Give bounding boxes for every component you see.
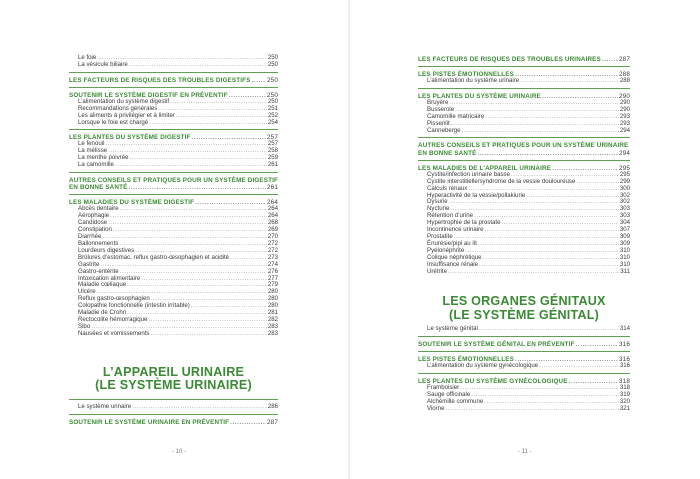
toc-entry-label: Alchémille commune (427, 398, 484, 406)
toc-heading-label: LES PISTES ÉMOTIONNELLES (418, 71, 514, 78)
toc-heading (69, 419, 278, 426)
page-number: - 11 - (518, 449, 532, 455)
toc-heading-label: EN BONNE SANTÉ (69, 184, 128, 192)
toc-page-number: 261 (267, 184, 278, 192)
toc-heading-label: SOUTENIR LE SYSTÈME GÉNITAL EN PRÉVENTIF (418, 341, 575, 349)
chapter-title-line: (LE SYSTÈME GÉNITAL) (449, 307, 599, 322)
toc-entry (418, 199, 630, 206)
toc-entry (69, 282, 278, 289)
chapter-title-line: LES ORGANES GÉNITAUX (442, 294, 606, 309)
toc-entry-label: Pyélonéphrite (427, 246, 465, 254)
toc-entry-label: Constipation (78, 226, 112, 234)
toc-entry (69, 120, 278, 127)
toc-entry-label: Nausées et vomissements (78, 329, 150, 337)
toc-entry (418, 128, 630, 135)
toc-page-number: 252 (267, 111, 278, 119)
right-maladies-list (418, 172, 630, 276)
toc-heading-label: LES PLANTES DU SYSTÈME URINAIRE (418, 92, 541, 100)
toc-heading (69, 77, 278, 84)
toc-page-number: 314 (619, 325, 630, 333)
toc-entry-label: Lourdeurs digestives (78, 246, 135, 254)
toc-entry-label: L’alimentation du système urinaire (427, 77, 520, 84)
left-toc-column (69, 55, 278, 426)
toc-page-number: 318 (619, 378, 630, 386)
toc-page-number: 274 (267, 260, 278, 268)
toc-entry-label: Calculs rénaux (427, 184, 468, 192)
toc-entry-label: Le système urinaire (78, 402, 132, 410)
toc-entry-label: Framboisier (427, 384, 460, 392)
toc-page-number: 321 (619, 404, 630, 412)
toc-page-number: 287 (619, 56, 630, 63)
toc-entry-label: Pissenlit (427, 119, 450, 127)
toc-page-number: 309 (619, 239, 630, 247)
right-plantes2-list (418, 385, 630, 413)
toc-heading (69, 184, 278, 191)
toc-page-number: 316 (619, 356, 630, 364)
toc-entry-label: Aérophagie (78, 212, 110, 220)
toc-entry-label: Reflux gastro-œsophagien (78, 295, 150, 303)
toc-entry-label: Rectocolite hémorragique (78, 315, 148, 323)
toc-page-number: 277 (267, 274, 278, 282)
toc-entry (69, 331, 278, 338)
toc-heading-label: SOUTENIR LE SYSTÈME URINAIRE EN PRÉVENTIF (69, 418, 230, 426)
toc-entry (418, 406, 630, 413)
toc-page-number: 251 (267, 104, 278, 112)
toc-page-number: 299 (619, 177, 630, 185)
left-maladies-list (69, 206, 278, 337)
chapter-title (418, 295, 630, 322)
toc-entry-label: Urétrite (427, 267, 447, 275)
toc-page-number: 254 (267, 118, 278, 126)
divider (69, 414, 278, 415)
divider (69, 87, 278, 88)
toc-entry-label: Maladie de Crohn (78, 309, 127, 317)
toc-entry-label: Les aliments à privilégier et à limiter (78, 111, 175, 119)
right-plantes-list (418, 100, 630, 135)
right-pistes2-list (418, 363, 630, 370)
toc-page-number: 264 (267, 205, 278, 213)
toc-entry-label: Prostatite (427, 233, 453, 240)
toc-entry-label: L’alimentation du système gynécologique (427, 362, 539, 370)
toc-entry-label: Hyperactivité de la vessie/pollakiurie (427, 191, 526, 199)
toc-entry (418, 262, 630, 269)
toc-page-number: 310 (619, 253, 630, 261)
divider (69, 399, 278, 400)
toc-heading-label: LES MALADIES DU SYSTÈME DIGESTIF (69, 199, 195, 207)
toc-page-number: 264 (267, 212, 278, 220)
toc-page-number: 261 (267, 161, 278, 169)
toc-entry-label: Brûlures d’estomac, reflux gastro-œsophagien et acidité (78, 253, 230, 261)
toc-page-number: 293 (619, 112, 630, 120)
toc-entry (69, 255, 278, 262)
toc-page-number: 300 (619, 184, 630, 192)
toc-page-number: 319 (619, 391, 630, 399)
toc-entry-label: Ulcère (78, 288, 96, 296)
toc-page-number: 264 (267, 199, 278, 207)
toc-entry-label: Le fenouil (78, 140, 105, 148)
divider (418, 88, 630, 89)
toc-page-number: 257 (267, 140, 278, 148)
toc-entry-label: Le foie (78, 54, 97, 61)
toc-entry-label: Candidose (78, 219, 108, 227)
toc-heading (418, 341, 630, 348)
toc-entry (418, 269, 630, 276)
toc-entry-label: Busserole (427, 105, 455, 113)
toc-entry-label: La mélisse (78, 147, 108, 155)
toc-page-number: 280 (267, 295, 278, 303)
toc-entry-label: Lorsque le foie est chargé (78, 118, 149, 126)
toc-page-number: 316 (619, 341, 630, 349)
toc-page-number: 250 (267, 76, 278, 84)
toc-page-number: 294 (619, 149, 630, 157)
toc-entry-label: Gastrite (78, 260, 100, 268)
toc-page-number: 311 (620, 267, 630, 275)
toc-page-number: 258 (267, 147, 278, 155)
toc-page-number: 302 (619, 198, 630, 206)
toc-page-number: 304 (619, 219, 630, 227)
toc-entry (69, 62, 278, 69)
toc-page-number: 268 (267, 219, 278, 227)
toc-entry-label: Rétention d’urine (427, 212, 474, 220)
divider (69, 129, 278, 130)
toc-page-number: 310 (619, 260, 630, 268)
toc-page-number: 288 (619, 77, 630, 84)
toc-entry (418, 363, 630, 370)
toc-entry-label: Dysurie (427, 198, 448, 206)
toc-entry-label: Énurésie/pipi au lit (427, 239, 477, 247)
divider (418, 137, 630, 138)
toc-page-number: 320 (619, 398, 630, 406)
toc-page-number: 257 (267, 134, 278, 142)
toc-page-number: 286 (267, 402, 278, 410)
toc-page-number: 270 (267, 233, 278, 241)
toc-entry (418, 193, 630, 200)
toc-page-number: 303 (619, 205, 630, 213)
toc-page-number: 295 (619, 164, 630, 172)
toc-entry-label: Hypertrophie de la prostate (427, 219, 501, 227)
toc-heading-label: AUTRES CONSEILS ET PRATIQUES POUR UN SYSTÈME URINAIRE (418, 142, 629, 150)
divider (418, 66, 630, 67)
chapter-title-line: (LE SYSTÈME URINAIRE) (95, 378, 252, 393)
toc-entry-label: L’alimentation du système digestif (78, 97, 170, 105)
toc-entry-label: Ballonnements (78, 240, 119, 247)
divider (69, 72, 278, 73)
toc-page-number: 282 (267, 315, 278, 323)
toc-page-number: 318 (619, 384, 630, 392)
toc-page-number: 250 (267, 97, 278, 105)
toc-page-number: 290 (619, 92, 630, 100)
divider (418, 336, 630, 337)
toc-entry-label: Incontinence urinaire (427, 226, 484, 234)
toc-entry (69, 404, 278, 411)
toc-entry-label: La camomille (78, 161, 114, 169)
toc-page-number: 250 (267, 60, 278, 68)
toc-entry (418, 326, 630, 333)
toc-heading-multiline (69, 177, 278, 191)
toc-entry-label: Canneberge (427, 126, 461, 134)
toc-entry-label: La vésicule biliaire (78, 60, 128, 68)
toc-entry-label: Viorne (427, 404, 445, 412)
right-pistes-list (418, 78, 630, 85)
right-toc-column (418, 56, 630, 413)
toc-entry-label: Camomille matricaire (427, 112, 485, 120)
toc-page-number: 279 (267, 281, 278, 289)
toc-entry-label: Le système génital (427, 325, 478, 333)
right-page (350, 0, 700, 479)
left-plantes-list (69, 141, 278, 169)
toc-heading-multiline (418, 142, 630, 156)
toc-page-number: 272 (267, 240, 278, 247)
toc-page-number: 250 (267, 91, 278, 99)
toc-page-number: 293 (619, 119, 630, 127)
toc-page-number: 280 (267, 302, 278, 310)
toc-page-number: 273 (267, 253, 278, 261)
toc-heading-label: LES PISTES ÉMOTIONNELLES (418, 356, 514, 364)
toc-entry-label: Intoxication alimentaire (78, 274, 141, 282)
toc-entry-label: La menthe poivrée (78, 154, 129, 162)
toc-entry-label: Sauge officinale (427, 391, 471, 399)
toc-page-number: 281 (267, 309, 278, 317)
toc-page-number: 310 (619, 246, 630, 254)
toc-entry-label: Colique néphrétique (427, 253, 482, 261)
left-top-list (69, 55, 278, 69)
toc-page-number: 290 (619, 105, 630, 113)
toc-page-number: 283 (267, 329, 278, 337)
divider (69, 194, 278, 195)
toc-entry (418, 399, 630, 406)
toc-page-number: 250 (267, 54, 278, 61)
toc-page-number: 283 (267, 322, 278, 330)
toc-heading-label: EN BONNE SANTÉ (418, 149, 477, 157)
toc-page-number: 303 (619, 212, 630, 220)
toc-entry-label: Gastro-entérite (78, 267, 119, 275)
toc-heading (418, 56, 630, 63)
toc-entry (69, 317, 278, 324)
divider (69, 172, 278, 173)
toc-page-number: 272 (267, 246, 278, 254)
toc-entry-label: Nycturie (427, 205, 450, 213)
toc-page-number: 259 (267, 154, 278, 162)
toc-heading-label: LES FACTEURS DE RISQUES DES TROUBLES DIGESTIFS (69, 76, 251, 84)
toc-entry-label: Maladie cœliaque (78, 281, 127, 289)
toc-heading-label: AUTRES CONSEILS ET PRATIQUES POUR UN SYSTÈME DIGESTIF (69, 177, 279, 185)
toc-entry-label: Cystite/infection urinaire basse (427, 170, 510, 178)
toc-page-number: 276 (267, 267, 278, 275)
toc-page-number: 269 (267, 226, 278, 234)
toc-entry-label: Diarrhée (78, 233, 102, 241)
toc-entry-label: Colopathie fonctionnelle (intestin irritable) (78, 302, 190, 310)
page-number: - 10 - (172, 449, 187, 455)
toc-page-number: 302 (619, 191, 630, 199)
toc-heading-label: LES PLANTES DU SYSTÈME GYNÉCOLOGIQUE (418, 378, 568, 386)
toc-entry (418, 78, 630, 85)
toc-entry-label: Cystite interstitielle/syndrome de la vessie douloureuse (427, 177, 576, 185)
toc-heading (418, 150, 630, 157)
toc-page-number: 280 (267, 288, 278, 296)
toc-page-number: 295 (619, 170, 630, 178)
divider (418, 160, 630, 161)
toc-heading-label: LES FACTEURS DE RISQUES DES TROUBLES URINAIRES (418, 56, 601, 63)
toc-heading-label: LES MALADIES DE L’APPAREIL URINAIRE (418, 164, 552, 172)
toc-heading-label: LES PLANTES DU SYSTÈME DIGESTIF (69, 134, 191, 142)
toc-heading-label: SOUTENIR LE SYSTÈME DIGESTIF EN PRÉVENTIF (69, 91, 228, 99)
chapter-title-line: L’APPAREIL URINAIRE (102, 364, 245, 379)
toc-entry-label: Abcès dentaire (78, 205, 119, 213)
toc-entry-label: Bruyère (427, 98, 449, 106)
toc-entry-label: Recommandations générales (78, 104, 158, 112)
toc-page-number: 316 (619, 362, 630, 370)
left-soutenir-list (69, 99, 278, 127)
toc-page-number: 287 (267, 418, 278, 426)
toc-heading (418, 93, 630, 100)
toc-page-number: 294 (619, 126, 630, 134)
toc-page-number: 307 (619, 226, 630, 234)
toc-entry (69, 162, 278, 169)
toc-page-number: 288 (619, 71, 630, 78)
toc-page-number: 309 (619, 233, 630, 240)
chapter-title (69, 366, 278, 393)
divider (418, 373, 630, 374)
toc-entry-label: Insuffisance rénale (427, 260, 479, 268)
toc-page-number: 290 (619, 98, 630, 106)
toc-entry-label: Sibo (78, 322, 91, 330)
divider (418, 351, 630, 352)
